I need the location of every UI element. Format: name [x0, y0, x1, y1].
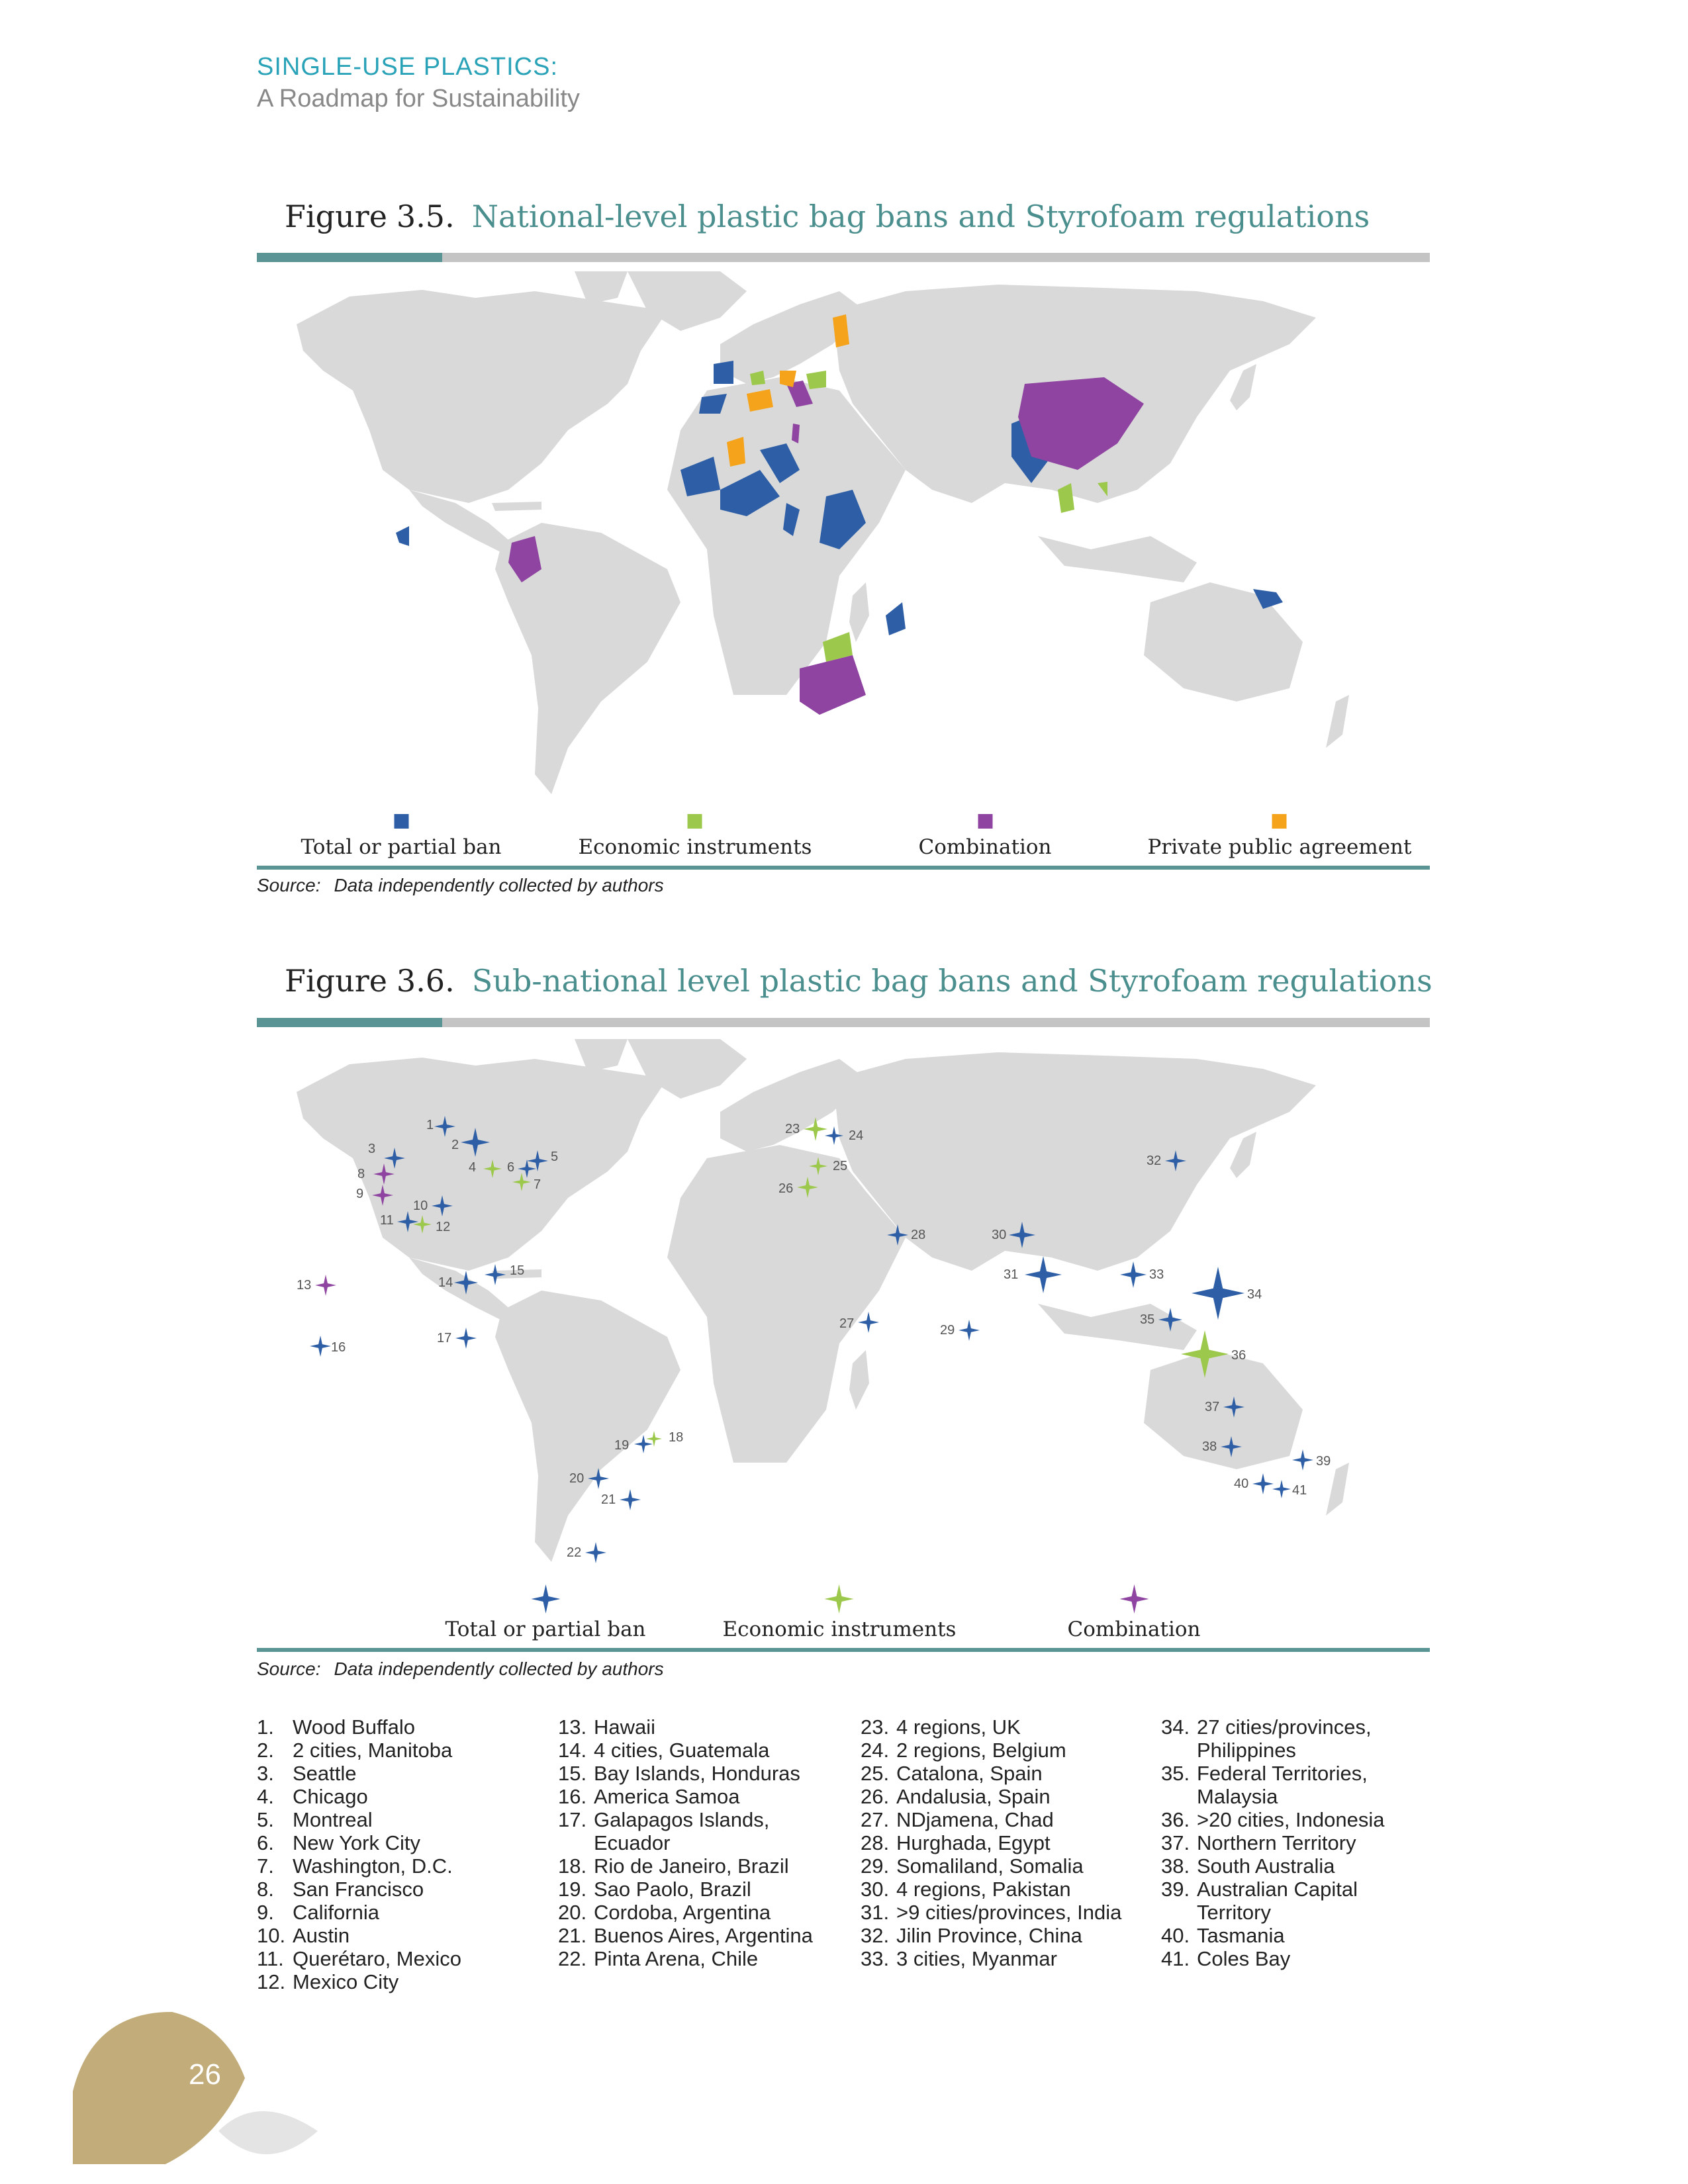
place-list-item [257, 1878, 461, 1901]
place-name: New York City [293, 1831, 420, 1854]
marker-label: 18 [669, 1430, 684, 1445]
marker-label: 5 [551, 1150, 559, 1164]
star-marker [1025, 1256, 1062, 1293]
figure-3-6-title [285, 963, 1432, 999]
star-marker [858, 1312, 879, 1333]
city-marker-29 [940, 1320, 980, 1341]
place-list-item [257, 1947, 461, 1970]
place-number: 38. [1161, 1854, 1190, 1878]
legend-combination: Combination [919, 814, 1052, 859]
place-number: 33. [861, 1947, 890, 1970]
place-list-item [861, 1947, 1121, 1970]
marker-label: 24 [849, 1128, 864, 1143]
place-number: 24. [861, 1739, 890, 1762]
figure-3-5-source: Source: Data independently collected by authors [257, 875, 664, 895]
place-number: 25. [861, 1762, 890, 1785]
marker-label: 13 [297, 1278, 312, 1293]
legend-total-ban: Total or partial ban [445, 1583, 645, 1641]
place-list-item [257, 1901, 461, 1924]
place-list-item [257, 1785, 461, 1808]
star-marker [959, 1320, 980, 1341]
city-marker-17 [437, 1328, 477, 1349]
place-list-item [558, 1878, 813, 1901]
star-marker [1252, 1473, 1274, 1494]
place-list-item [558, 1924, 813, 1947]
figure-3-6-source: Source: Data independently collected by authors [257, 1659, 664, 1679]
figure-caption: Sub-national level plastic bag bans and Styrofoam regulations [471, 963, 1432, 999]
place-number: 15. [558, 1762, 587, 1785]
star-marker [620, 1489, 641, 1510]
place-number: 14. [558, 1739, 587, 1762]
place-list-item [257, 1970, 461, 1993]
place-list-item [257, 1854, 461, 1878]
place-name: 2 regions, Belgium [896, 1739, 1066, 1762]
place-list-item [257, 1924, 461, 1947]
place-name: NDjamena, Chad [896, 1808, 1054, 1831]
place-number: 28. [861, 1831, 890, 1854]
city-marker-13 [297, 1275, 336, 1296]
place-name: Bay Islands, Honduras [594, 1762, 800, 1785]
marker-label: 20 [569, 1471, 585, 1486]
place-name: Chicago [293, 1785, 368, 1808]
place-number: 31. [861, 1901, 890, 1924]
place-name: Wood Buffalo [293, 1715, 415, 1739]
figure-title-rule [257, 253, 1430, 262]
place-list-item [558, 1785, 813, 1808]
city-marker-21 [601, 1489, 641, 1510]
place-number: 16. [558, 1785, 587, 1808]
place-number: 13. [558, 1715, 587, 1739]
place-name: America Samoa [594, 1785, 740, 1808]
place-list-item [861, 1762, 1121, 1785]
place-number: 1. [257, 1715, 274, 1739]
place-number: 22. [558, 1947, 587, 1970]
place-number: 32. [861, 1924, 890, 1947]
decor-leaf-light [218, 2111, 318, 2154]
place-list-item [861, 1739, 1121, 1762]
place-name: Querétaro, Mexico [293, 1947, 461, 1970]
place-name: 2 cities, Manitoba [293, 1739, 453, 1762]
legend-swatch-economic [688, 814, 702, 829]
place-list-item [257, 1831, 461, 1854]
place-number: 2. [257, 1739, 274, 1762]
place-number: 40. [1161, 1924, 1190, 1947]
place-list-item [558, 1762, 813, 1785]
marker-label: 41 [1292, 1483, 1307, 1498]
place-number: 20. [558, 1901, 587, 1924]
marker-label: 7 [534, 1177, 541, 1192]
place-name: 27 cities/provinces, Philippines [1197, 1715, 1372, 1762]
place-name: 4 cities, Guatemala [594, 1739, 770, 1762]
place-number: 10. [257, 1924, 286, 1947]
place-name: Rio de Janeiro, Brazil [594, 1854, 789, 1878]
marker-label: 23 [785, 1122, 800, 1136]
place-name: Buenos Aires, Argentina [594, 1924, 813, 1947]
place-number: 4. [257, 1785, 274, 1808]
place-number: 41. [1161, 1947, 1190, 1970]
place-number: 7. [257, 1854, 274, 1878]
legend-star-combination [1118, 1583, 1150, 1615]
legend-swatch-ban [394, 814, 408, 829]
world-landmass [297, 1039, 1349, 1562]
marker-label: 21 [601, 1492, 616, 1507]
place-name: Austin [293, 1924, 350, 1947]
place-list-item [861, 1878, 1121, 1901]
marker-label: 17 [437, 1331, 452, 1345]
city-marker-33 [1120, 1261, 1164, 1288]
figure-label: Figure [285, 963, 387, 999]
place-list-item [861, 1854, 1121, 1878]
marker-label: 2 [451, 1138, 459, 1152]
place-number: 19. [558, 1878, 587, 1901]
place-name: Andalusia, Spain [896, 1785, 1051, 1808]
place-list-item [861, 1901, 1121, 1924]
place-number: 39. [1161, 1878, 1190, 1901]
marker-label: 26 [778, 1181, 794, 1196]
place-name: 4 regions, Pakistan [896, 1878, 1071, 1901]
place-number: 3. [257, 1762, 274, 1785]
place-name: Federal Territories, Malaysia [1197, 1762, 1368, 1808]
marker-label: 22 [567, 1545, 582, 1560]
place-name: San Francisco [293, 1878, 424, 1901]
report-subtitle: A Roadmap for Sustainability [257, 85, 580, 113]
legend-economic: Economic instruments [579, 814, 812, 859]
marker-label: 36 [1231, 1348, 1246, 1363]
place-name: Hawaii [594, 1715, 656, 1739]
place-list-column-2 [558, 1715, 813, 1970]
place-list-item [257, 1762, 461, 1785]
place-list-item [1161, 1831, 1385, 1854]
place-name: Galapagos Islands, Ecuador [594, 1808, 770, 1854]
marker-label: 3 [368, 1142, 376, 1156]
marker-label: 39 [1316, 1454, 1331, 1469]
place-list-item [558, 1739, 813, 1762]
marker-label: 34 [1247, 1287, 1262, 1302]
place-list-item [1161, 1924, 1385, 1947]
place-list-item [257, 1808, 461, 1831]
place-number: 36. [1161, 1808, 1190, 1831]
place-list-item [558, 1854, 813, 1878]
legend-rule [257, 866, 1430, 870]
place-list-item [1161, 1947, 1385, 1970]
place-name: Somaliland, Somalia [896, 1854, 1084, 1878]
place-number: 34. [1161, 1715, 1190, 1739]
place-number: 23. [861, 1715, 890, 1739]
marker-label: 8 [357, 1167, 365, 1181]
marker-label: 38 [1202, 1439, 1217, 1454]
star-marker [1272, 1480, 1291, 1498]
legend-economic: Economic instruments [723, 1583, 957, 1641]
place-name: >9 cities/provinces, India [896, 1901, 1122, 1924]
place-list-item [1161, 1854, 1385, 1878]
place-name: Catalona, Spain [896, 1762, 1043, 1785]
page-number: 26 [189, 2058, 221, 2091]
city-marker-16 [310, 1336, 346, 1357]
place-name: Northern Territory [1197, 1831, 1356, 1854]
place-list-item [861, 1831, 1121, 1854]
marker-label: 14 [438, 1275, 453, 1290]
marker-label: 9 [356, 1187, 364, 1201]
place-list-item [861, 1924, 1121, 1947]
place-name: >20 cities, Indonesia [1197, 1808, 1385, 1831]
legend-swatch-combination [978, 814, 992, 829]
star-marker [310, 1336, 331, 1357]
figure-number: 3.5. [396, 199, 455, 234]
marker-label: 37 [1205, 1400, 1220, 1414]
place-number: 30. [861, 1878, 890, 1901]
legend-star-ban [530, 1583, 561, 1615]
star-marker [585, 1542, 606, 1563]
star-marker [455, 1328, 477, 1349]
figure-title-rule [257, 1018, 1430, 1027]
marker-label: 40 [1234, 1477, 1249, 1491]
place-name: Montreal [293, 1808, 373, 1831]
place-number: 18. [558, 1854, 587, 1878]
place-name: Jilin Province, China [896, 1924, 1082, 1947]
star-marker [1120, 1261, 1147, 1288]
legend-private-public: Private public agreement [1148, 814, 1412, 859]
place-name: Coles Bay [1197, 1947, 1291, 1970]
place-name: South Australia [1197, 1854, 1335, 1878]
place-name: 3 cities, Myanmar [896, 1947, 1057, 1970]
city-marker-31 [1004, 1256, 1062, 1293]
marker-label: 30 [992, 1228, 1007, 1242]
star-marker [315, 1275, 336, 1296]
place-name: Cordoba, Argentina [594, 1901, 771, 1924]
marker-label: 4 [469, 1160, 477, 1175]
place-list-item [861, 1785, 1121, 1808]
marker-label: 35 [1140, 1312, 1155, 1327]
city-marker-39 [1292, 1449, 1331, 1471]
marker-label: 29 [940, 1323, 955, 1338]
marker-label: 33 [1149, 1267, 1164, 1282]
marker-label: 28 [911, 1228, 926, 1242]
place-name: Washington, D.C. [293, 1854, 453, 1878]
marker-label: 31 [1004, 1267, 1019, 1282]
place-number: 6. [257, 1831, 274, 1854]
place-list-item [558, 1901, 813, 1924]
place-list-item [1161, 1715, 1385, 1762]
marker-label: 27 [839, 1316, 855, 1331]
marker-label: 10 [413, 1199, 428, 1213]
place-list-item [1161, 1762, 1385, 1808]
place-list-item [558, 1947, 813, 1970]
city-marker-41 [1272, 1480, 1307, 1498]
place-list-item [257, 1739, 461, 1762]
figure-number: 3.6. [396, 963, 455, 999]
place-number: 27. [861, 1808, 890, 1831]
place-number: 5. [257, 1808, 274, 1831]
place-number: 9. [257, 1901, 274, 1924]
place-number: 8. [257, 1878, 274, 1901]
place-list-item [1161, 1808, 1385, 1831]
place-name: Sao Paolo, Brazil [594, 1878, 751, 1901]
marker-label: 19 [614, 1438, 630, 1453]
legend-total-ban: Total or partial ban [301, 814, 501, 859]
legend-star-economic [823, 1583, 855, 1615]
place-name: Tasmania [1197, 1924, 1285, 1947]
place-number: 17. [558, 1808, 587, 1831]
place-name: Mexico City [293, 1970, 399, 1993]
place-name: 4 regions, UK [896, 1715, 1021, 1739]
national-regulation-map [257, 271, 1430, 801]
figure-3-5-legend [257, 814, 1430, 874]
place-name: Australian Capital Territory [1197, 1878, 1358, 1924]
place-name: Pinta Arena, Chile [594, 1947, 759, 1970]
page-number-badge [66, 1999, 331, 2184]
place-name: Seattle [293, 1762, 357, 1785]
city-marker-34 [1192, 1267, 1262, 1320]
place-list-item [861, 1715, 1121, 1739]
place-number: 29. [861, 1854, 890, 1878]
place-list-item [861, 1808, 1121, 1831]
marker-label: 1 [426, 1118, 434, 1132]
legend-combination: Combination [1068, 1583, 1201, 1641]
place-list-column-1 [257, 1715, 461, 1993]
marker-label: 6 [507, 1160, 515, 1175]
figure-label: Figure [285, 199, 387, 234]
place-number: 11. [257, 1947, 284, 1970]
star-marker [485, 1264, 506, 1285]
marker-label: 15 [510, 1263, 525, 1278]
legend-swatch-private-public [1272, 814, 1287, 829]
report-title: SINGLE-USE PLASTICS: [257, 53, 559, 81]
figure-3-6-legend [257, 1583, 1430, 1643]
place-number: 21. [558, 1924, 587, 1947]
place-number: 35. [1161, 1762, 1190, 1785]
city-marker-40 [1234, 1473, 1274, 1494]
figure-caption: National-level plastic bag bans and Styrofoam regulations [471, 199, 1370, 234]
place-list-item [558, 1808, 813, 1854]
subnational-regulation-map [257, 1039, 1430, 1569]
marker-label: 11 [380, 1213, 394, 1228]
place-list-item [257, 1715, 461, 1739]
figure-3-5-title [285, 199, 1370, 234]
star-marker [1292, 1449, 1313, 1471]
city-marker-22 [567, 1542, 606, 1563]
place-list-item [1161, 1878, 1385, 1924]
marker-label: 25 [833, 1159, 848, 1173]
star-marker [1192, 1267, 1244, 1320]
place-name: Hurghada, Egypt [896, 1831, 1051, 1854]
place-number: 26. [861, 1785, 890, 1808]
legend-rule [257, 1648, 1430, 1652]
place-name: California [293, 1901, 379, 1924]
marker-label: 16 [331, 1340, 346, 1355]
place-list-column-4 [1161, 1715, 1385, 1970]
place-number: 37. [1161, 1831, 1190, 1854]
marker-label: 32 [1147, 1154, 1162, 1168]
place-list-item [558, 1715, 813, 1739]
marker-label: 12 [436, 1220, 451, 1234]
place-number: 12. [257, 1970, 286, 1993]
place-list-column-3 [861, 1715, 1121, 1970]
